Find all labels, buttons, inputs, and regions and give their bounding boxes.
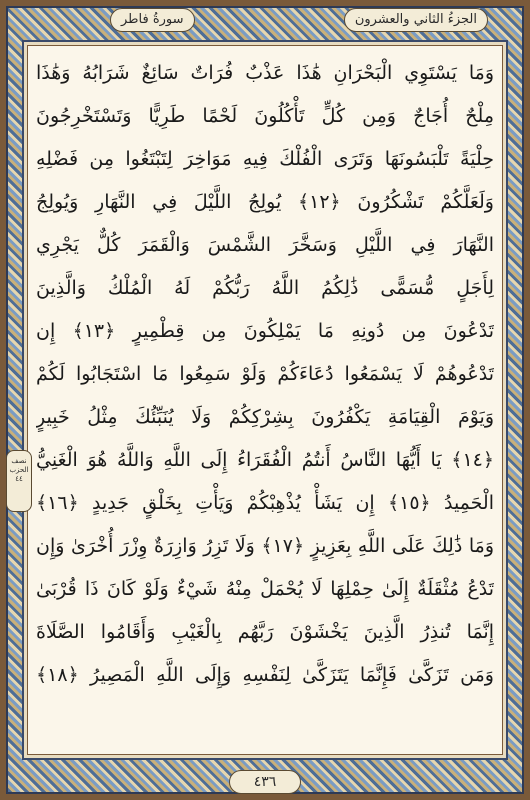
- text-line: وَلَعَلَّكُمْ تَشْكُرُونَ ﴿١٢﴾ يُولِجُ اللَّيْلَ فِي النَّهَارِ وَيُولِجُ: [36, 191, 494, 213]
- hizb-line-1: نصف: [11, 457, 27, 465]
- juz-title: الجزءُ الثاني والعشرون: [344, 8, 488, 32]
- text-line: تَدْعُ مُثْقَلَةٌ إِلَىٰ حِمْلِهَا لَا يُحْمَلْ مِنْهُ شَيْءٌ وَلَوْ كَانَ ذَا قُرْبَىٰ: [36, 578, 494, 600]
- text-line: وَمَا ذَٰلِكَ عَلَى اللَّهِ بِعَزِيزٍ ﴿١٧﴾ وَلَا تَزِرُ وَازِرَةٌ وِزْرَ أُخْرَىٰ وَإِن: [36, 535, 494, 557]
- hizb-marker: [6, 450, 32, 512]
- page-header: [30, 8, 500, 34]
- hizb-line-2: الحزب: [9, 466, 29, 474]
- text-line: الْحَمِيدُ ﴿١٥﴾ إِن يَشَأْ يُذْهِبْكُمْ وَيَأْتِ بِخَلْقٍ جَدِيدٍ ﴿١٦﴾: [36, 492, 494, 514]
- text-line: ﴿١٤﴾ يَا أَيُّهَا النَّاسُ أَنتُمُ الْفُقَرَاءُ إِلَى اللَّهِ وَاللَّهُ هُوَ الْغَنِيُّ: [36, 449, 494, 471]
- text-line: إِنَّمَا تُنذِرُ الَّذِينَ يَخْشَوْنَ رَبَّهُم بِالْغَيْبِ وَأَقَامُوا الصَّلَاةَ: [36, 621, 494, 643]
- text-line: وَيَوْمَ الْقِيَامَةِ يَكْفُرُونَ بِشِرْكِكُمْ وَلَا يُنَبِّئُكَ مِثْلُ خَبِيرٍ: [36, 406, 494, 428]
- text-line: حِلْيَةً تَلْبَسُونَهَا وَتَرَى الْفُلْكَ فِيهِ مَوَاخِرَ لِتَبْتَغُوا مِن فَضْلِهِ: [36, 148, 494, 170]
- text-line: تَدْعُونَ مِن دُونِهِ مَا يَمْلِكُونَ مِن قِطْمِيرٍ ﴿١٣﴾ إِن: [36, 320, 494, 342]
- page-number: ٤٣٦: [229, 770, 301, 794]
- text-line: النَّهَارَ فِي اللَّيْلِ وَسَخَّرَ الشَّمْسَ وَالْقَمَرَ كُلٌّ يَجْرِي: [36, 234, 494, 256]
- text-line: مِلْحٌ أُجَاجٌ وَمِن كُلٍّ تَأْكُلُونَ لَحْمًا طَرِيًّا وَتَسْتَخْرِجُونَ: [36, 105, 494, 127]
- text-line: لِأَجَلٍ مُّسَمًّى ذَٰلِكُمُ اللَّهُ رَبُّكُمْ لَهُ الْمُلْكُ وَالَّذِينَ: [36, 277, 494, 299]
- surah-title: سورةُ فاطر: [110, 8, 195, 32]
- text-line: تَدْعُوهُمْ لَا يَسْمَعُوا دُعَاءَكُمْ وَلَوْ سَمِعُوا مَا اسْتَجَابُوا لَكُمْ: [36, 363, 494, 385]
- quran-text: [36, 52, 494, 742]
- text-line: وَمَا يَسْتَوِي الْبَحْرَانِ هَٰذَا عَذْبٌ فُرَاتٌ سَائِغٌ شَرَابُهُ وَهَٰذَا: [36, 62, 494, 84]
- hizb-line-3: ٤٤: [15, 475, 23, 483]
- text-line: وَمَن تَزَكَّىٰ فَإِنَّمَا يَتَزَكَّىٰ لِنَفْسِهِ وَإِلَى اللَّهِ الْمَصِيرُ ﴿١٨﴾: [36, 664, 494, 686]
